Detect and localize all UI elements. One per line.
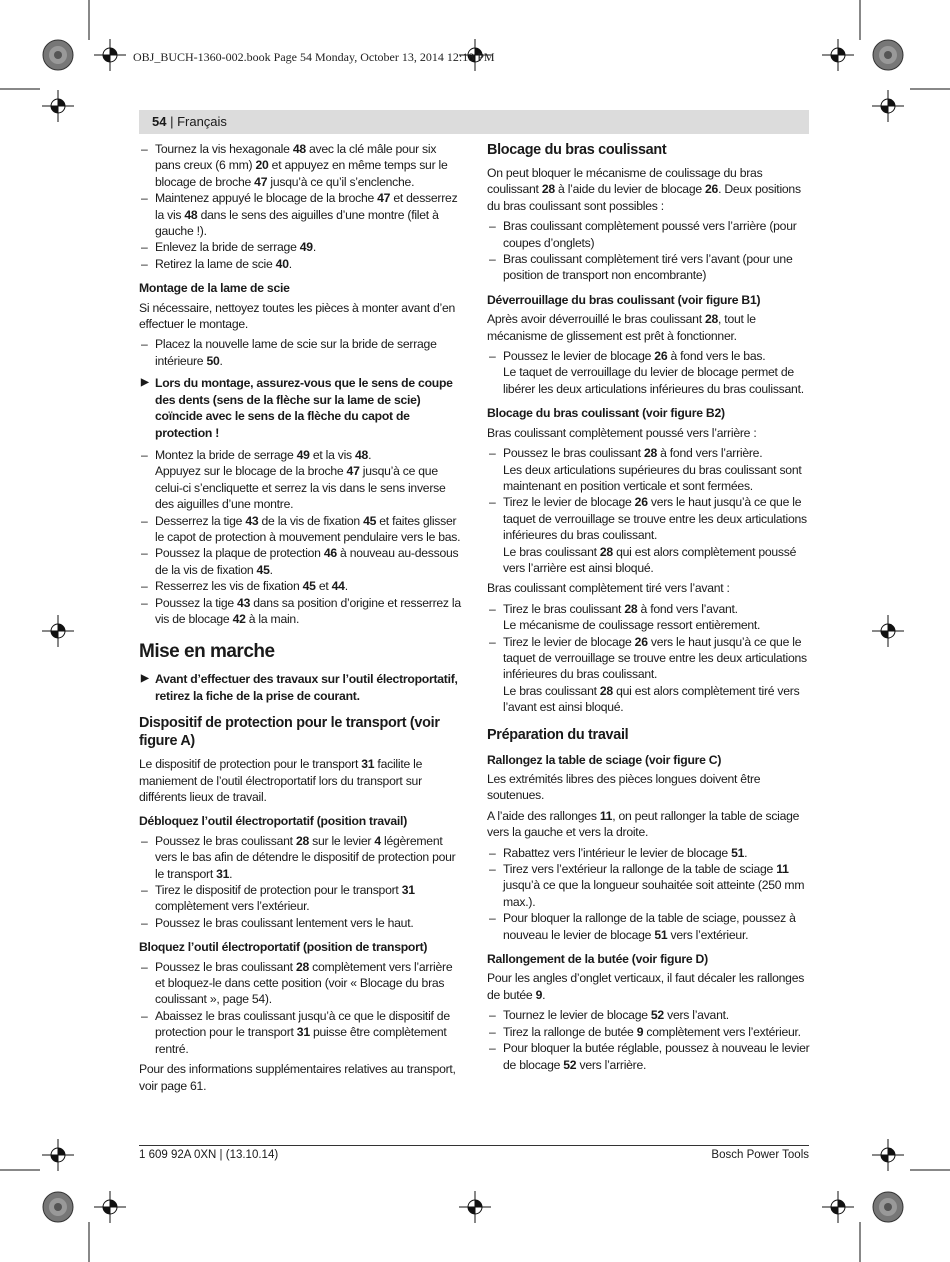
star-target-icon xyxy=(43,40,73,70)
text-run: à fond vers l’avant. xyxy=(637,601,738,616)
right-column xyxy=(487,141,812,1077)
instruction-list xyxy=(139,959,464,1057)
part-number: 45 xyxy=(256,562,270,577)
text-run: Tirez le levier de blocage xyxy=(503,634,635,649)
star-target-icon xyxy=(873,40,903,70)
part-number: 45 xyxy=(363,513,377,528)
text-run: Tirez le levier de blocage xyxy=(503,495,635,510)
part-number: 44 xyxy=(331,579,345,594)
crosshair-icon xyxy=(94,1191,126,1223)
part-number: 49 xyxy=(299,240,313,255)
part-number: 28 xyxy=(295,833,309,848)
text-run: et faites glisser le capot de protection à mouvement pendulaire vers le bas. xyxy=(155,513,461,544)
text-run: . xyxy=(229,866,233,881)
triangle-bullet-icon: ▶ xyxy=(141,673,149,685)
part-number: 45 xyxy=(302,579,316,594)
text-run: à nouveau au-dessous de la vis de fixation xyxy=(155,546,459,577)
part-number: 28 xyxy=(643,446,657,461)
dash-bullet-icon: – xyxy=(141,915,148,930)
part-number: 26 xyxy=(654,349,668,364)
part-number: 51 xyxy=(731,845,745,860)
part-number: 26 xyxy=(634,634,648,649)
list-item xyxy=(139,959,464,1008)
text-run: vers l’avant. xyxy=(663,1008,729,1023)
list-item xyxy=(139,833,464,882)
text-run: Tirez le bras coulissant xyxy=(503,601,625,616)
list-item xyxy=(487,1040,812,1073)
dash-bullet-icon: – xyxy=(141,337,148,352)
text-run: qui est alors complètement poussé vers l’arrière est ainsi bloqué. xyxy=(503,544,797,575)
list-item xyxy=(139,545,464,578)
list-item xyxy=(139,1008,464,1057)
safety-warning xyxy=(139,671,464,704)
part-number: 26 xyxy=(705,182,719,197)
dash-bullet-icon: – xyxy=(489,252,496,267)
list-item xyxy=(487,251,812,284)
text-run: , tout le mécanisme de glissement est prêt à fonctionner. xyxy=(487,312,756,343)
crosshair-icon xyxy=(42,1139,74,1171)
text-run: . xyxy=(368,447,372,462)
part-number: 47 xyxy=(346,464,360,479)
page-number: 54 xyxy=(152,114,167,129)
dash-bullet-icon: – xyxy=(489,349,496,364)
text-run: légèrement vers le bas afin de détendre le dispositif de protection pour le transport xyxy=(155,833,456,881)
list-item xyxy=(139,239,464,255)
dash-bullet-icon: – xyxy=(141,240,148,255)
text-run: Tirez vers l’extérieur la rallonge de la table de sciage xyxy=(503,862,777,877)
dash-bullet-icon: – xyxy=(141,833,148,848)
text-run: vers l’arrière. xyxy=(576,1057,647,1072)
star-target-icon xyxy=(43,1192,73,1222)
part-number: 52 xyxy=(563,1057,577,1072)
text-run: Si nécessaire, nettoyez toutes les pièces à monter avant d’en effectuer le montage. xyxy=(139,300,456,332)
text-run: qui est alors complètement tiré vers l’avant est ainsi bloqué. xyxy=(503,683,800,715)
text-run: à fond vers l’arrière. xyxy=(657,446,763,461)
text-run: Appuyez sur le blocage de la broche xyxy=(155,464,347,479)
part-number: 47 xyxy=(377,191,391,206)
dash-bullet-icon: – xyxy=(489,1041,496,1056)
section-title: Mise en marche xyxy=(139,641,275,663)
text-run: . xyxy=(312,240,316,255)
text-run: Poussez le levier de blocage xyxy=(503,349,655,364)
part-number: 48 xyxy=(184,207,198,222)
text-run: A l’aide des rallonges xyxy=(487,808,600,823)
instruction-list xyxy=(139,336,464,369)
section-heading: Préparation du travail xyxy=(487,726,629,743)
text-run: à fond vers le bas. xyxy=(667,349,766,364)
part-number: 9 xyxy=(535,987,543,1002)
text-run: Bras coulissant complètement poussé vers l’arrière (pour coupes d’onglets) xyxy=(503,219,797,250)
page-header-bar xyxy=(139,110,809,134)
text-run: Bras coulissant complètement tiré vers l’avant : xyxy=(487,581,730,596)
dash-bullet-icon: – xyxy=(489,845,496,860)
text-run: Resserrez les vis de fixation xyxy=(155,579,303,594)
text-run: Placez la nouvelle lame de scie sur la bride de serrage intérieure xyxy=(155,337,437,368)
subsection-heading: Bloquez l’outil électroportatif (position de transport) xyxy=(139,940,428,955)
text-run: et la vis xyxy=(309,447,356,462)
text-run: Le bras coulissant xyxy=(503,683,600,698)
star-target-icon xyxy=(873,1192,903,1222)
text-run: complètement vers l’extérieur. xyxy=(155,899,310,914)
part-number: 4 xyxy=(374,833,381,848)
text-run: jusqu’à ce qu’il s’enclenche. xyxy=(267,174,415,189)
text-run: Le mécanisme de coulissage ressort entièrement. xyxy=(503,618,761,633)
instruction-list xyxy=(139,833,464,931)
crosshair-icon xyxy=(459,1191,491,1223)
list-item xyxy=(487,445,812,494)
list-item xyxy=(487,1007,812,1023)
part-number: 20 xyxy=(255,158,269,173)
part-number: 31 xyxy=(401,883,415,898)
dash-bullet-icon: – xyxy=(489,634,496,649)
instruction-list xyxy=(139,141,464,272)
section-heading: Blocage du bras coulissant xyxy=(487,142,667,158)
text-run: Poussez la tige xyxy=(155,595,238,610)
page-header xyxy=(152,114,227,129)
crosshair-icon xyxy=(42,90,74,122)
footer-doc-number: 1 609 92A 0XN | (13.10.14) xyxy=(139,1149,279,1161)
text-run: Les deux articulations supérieures du bras coulissant sont maintenant en position verticale et sont fermées. xyxy=(503,462,802,493)
text-run: jusqu’à ce que la longueur souhaitée soit atteinte (250 mm max.). xyxy=(503,878,805,909)
list-item xyxy=(487,218,812,251)
text-run: Tournez le levier de blocage xyxy=(503,1008,651,1023)
part-number: 43 xyxy=(237,595,251,610)
list-item xyxy=(487,1024,812,1040)
paragraph xyxy=(139,1061,464,1094)
section-heading: Dispositif de protection pour le transport (voir figure A) xyxy=(139,715,440,750)
instruction-list xyxy=(487,845,812,943)
dash-bullet-icon: – xyxy=(141,142,148,156)
list-item xyxy=(139,336,464,369)
text-run: Pour bloquer la butée réglable, poussez à nouveau le levier de blocage xyxy=(503,1041,810,1072)
list-item xyxy=(139,141,464,190)
text-run: vers le haut jusqu’à ce que le taquet de verrouillage se trouve entre les deux articulations inférieures du bras coulissant. xyxy=(503,634,807,682)
subsection-heading: Blocage du bras coulissant (voir figure B2) xyxy=(487,406,725,421)
paragraph xyxy=(487,311,812,344)
subsection-heading: Débloquez l’outil électroportatif (position travail) xyxy=(139,814,408,829)
list-item xyxy=(487,634,812,716)
text-run: . xyxy=(344,579,348,594)
part-number: 28 xyxy=(704,312,719,327)
text-run: Le taquet de verrouillage du levier de blocage permet de libérer les deux articulations inférieures du bras coulissant. xyxy=(503,365,804,396)
warning-text: Avant d’effectuer des travaux sur l’outil électroportatif, retirez la fiche de la prise de courant. xyxy=(155,672,458,703)
paragraph xyxy=(487,771,812,804)
text-run: Poussez la plaque de protection xyxy=(155,546,324,561)
text-run: Poussez le bras coulissant xyxy=(155,833,296,848)
text-run: . xyxy=(288,256,292,271)
paragraph xyxy=(139,756,464,805)
part-number: 51 xyxy=(654,927,668,942)
dash-bullet-icon: – xyxy=(489,1008,496,1023)
text-run: On peut bloquer le mécanisme de coulissage du bras coulissant xyxy=(487,166,763,197)
text-run: Poussez le bras coulissant xyxy=(155,959,296,974)
list-item xyxy=(487,601,812,634)
part-number: 31 xyxy=(361,757,375,772)
text-run: avec la clé mâle pour six pans creux (6 mm) xyxy=(155,142,437,173)
part-number: 43 xyxy=(245,513,259,528)
dash-bullet-icon: – xyxy=(489,495,496,510)
text-run: Montez la bride de serrage xyxy=(155,447,297,462)
text-run: de la vis de fixation xyxy=(258,513,364,528)
text-run: . xyxy=(542,987,546,1002)
part-number: 28 xyxy=(599,544,613,559)
text-run: Après avoir déverrouillé le bras coulissant xyxy=(487,312,705,327)
crosshair-icon xyxy=(872,1139,904,1171)
part-number: 47 xyxy=(254,174,268,189)
dash-bullet-icon: – xyxy=(141,883,148,898)
dash-bullet-icon: – xyxy=(141,579,148,594)
subsection-heading: Rallongez la table de sciage (voir figure C) xyxy=(487,752,722,767)
list-item xyxy=(487,845,812,861)
text-run: . xyxy=(219,353,223,368)
part-number: 46 xyxy=(323,546,337,561)
dash-bullet-icon: – xyxy=(489,1024,496,1039)
list-item xyxy=(139,513,464,546)
crosshair-icon xyxy=(94,39,126,71)
text-run: Rabattez vers l’intérieur le levier de blocage xyxy=(503,845,732,860)
paragraph xyxy=(487,580,812,596)
dash-bullet-icon: – xyxy=(489,601,496,616)
paragraph xyxy=(487,970,812,1003)
dash-bullet-icon: – xyxy=(489,862,496,877)
text-run: complètement vers l’arrière et bloquez-le dans cette position (voir « Blocage du bras coulissant », page 54). xyxy=(155,959,453,1007)
text-run: Tournez la vis hexagonale xyxy=(155,142,293,156)
list-item xyxy=(139,190,464,239)
list-item xyxy=(139,915,464,931)
part-number: 42 xyxy=(232,611,246,626)
part-number: 28 xyxy=(295,959,309,974)
instruction-list xyxy=(139,447,464,627)
instruction-list xyxy=(487,601,812,716)
text-run: vers le haut jusqu’à ce que le taquet de verrouillage se trouve entre les deux articulations inférieures du bras coulissant. xyxy=(503,495,807,543)
dash-bullet-icon: – xyxy=(489,911,496,926)
instruction-list xyxy=(487,1007,812,1073)
part-number: 28 xyxy=(624,601,638,616)
part-number: 49 xyxy=(296,447,310,462)
subsection-heading: Montage de la lame de scie xyxy=(139,281,290,296)
text-run: et appuyez en même temps sur le blocage de broche xyxy=(155,158,448,189)
crosshair-icon xyxy=(822,39,854,71)
text-run: et xyxy=(315,579,332,594)
dash-bullet-icon: – xyxy=(141,1008,148,1023)
subsection-heading: Rallongement de la butée (voir figure D) xyxy=(487,952,708,967)
warning-text: Lors du montage, assurez-vous que le sens de coupe des dents (sens de la flèche sur la lame de scie) coïncide avec le sens de la flèche du capot de protection ! xyxy=(155,376,453,440)
list-item xyxy=(139,447,464,513)
dash-bullet-icon: – xyxy=(141,191,148,206)
part-number: 28 xyxy=(541,182,555,197)
text-run: Le dispositif de protection pour le transport xyxy=(139,757,362,772)
dash-bullet-icon: – xyxy=(141,256,148,271)
text-run: Tirez la rallonge de butée xyxy=(503,1024,637,1039)
text-run: Bras coulissant complètement tiré vers l’avant (pour une position de transport non encombrante) xyxy=(503,252,793,283)
subsection-heading: Déverrouillage du bras coulissant (voir figure B1) xyxy=(487,292,761,307)
part-number: 48 xyxy=(292,142,306,156)
part-number: 9 xyxy=(636,1024,644,1039)
header-language: Français xyxy=(177,114,227,129)
instruction-list xyxy=(487,218,812,284)
text-run: Maintenez appuyé le blocage de la broche xyxy=(155,191,378,206)
text-run: Abaissez le bras coulissant jusqu’à ce que le dispositif de protection pour le transport xyxy=(155,1008,450,1040)
instruction-list xyxy=(487,445,812,576)
dash-bullet-icon: – xyxy=(489,219,496,234)
text-run: facilite le maniement de l’outil électroportatif lors du transport sur différents lieux de travail. xyxy=(139,757,423,804)
part-number: 11 xyxy=(599,808,613,823)
text-run: Enlevez la bride de serrage xyxy=(155,240,300,255)
dash-bullet-icon: – xyxy=(141,447,148,462)
text-run: dans le sens des aiguilles d’une montre (filet à gauche !). xyxy=(155,207,439,239)
text-run: vers l’extérieur. xyxy=(667,927,749,942)
footer-rule xyxy=(139,1145,809,1146)
dash-bullet-icon: – xyxy=(141,546,148,561)
paragraph xyxy=(487,808,812,841)
text-run: jusqu’à ce que celui-ci s’encliquette et serrez la vis dans le sens inverse des aiguilles d’une montre. xyxy=(155,464,446,512)
left-column xyxy=(139,141,464,1098)
text-run: , on peut rallonger la table de sciage vers la gauche et vers la droite. xyxy=(487,808,800,840)
dash-bullet-icon: – xyxy=(489,446,496,461)
text-run: complètement vers l’extérieur. xyxy=(643,1024,801,1039)
text-run: à la main. xyxy=(245,611,300,626)
part-number: 48 xyxy=(355,447,369,462)
print-header: OBJ_BUCH-1360-002.book Page 54 Monday, October 13, 2014 12:18 PM xyxy=(133,50,495,64)
part-number: 28 xyxy=(599,683,613,698)
list-item xyxy=(487,348,812,397)
dash-bullet-icon: – xyxy=(141,595,148,610)
crosshair-icon xyxy=(872,90,904,122)
text-run: Pour des informations supplémentaires relatives au transport, voir page 61. xyxy=(139,1062,456,1093)
part-number: 50 xyxy=(206,353,220,368)
part-number: 26 xyxy=(634,495,648,510)
crosshair-icon xyxy=(822,1191,854,1223)
text-run: dans sa position d’origine et resserrez la vis de blocage xyxy=(155,595,461,626)
list-item xyxy=(139,578,464,594)
text-run: puisse être complètement rentré. xyxy=(155,1025,447,1056)
triangle-bullet-icon: ▶ xyxy=(141,377,149,389)
list-item xyxy=(139,882,464,915)
header-separator: | xyxy=(166,114,178,129)
part-number: 52 xyxy=(650,1008,664,1023)
part-number: 11 xyxy=(776,862,789,877)
text-run: Desserrez la tige xyxy=(155,513,246,528)
part-number: 31 xyxy=(216,866,230,881)
crosshair-icon xyxy=(42,615,74,647)
text-run: et desserrez la vis xyxy=(155,191,458,222)
dash-bullet-icon: – xyxy=(141,959,148,974)
list-item xyxy=(487,861,812,910)
text-run: Bras coulissant complètement poussé vers l’arrière : xyxy=(487,425,757,440)
crosshair-icon xyxy=(872,615,904,647)
text-run: . xyxy=(269,562,273,577)
dash-bullet-icon: – xyxy=(141,513,148,528)
text-run: Le bras coulissant xyxy=(503,544,600,559)
text-run: Poussez le bras coulissant lentement vers le haut. xyxy=(155,915,414,930)
text-run: Pour bloquer la rallonge de la table de sciage, poussez à nouveau le levier de blocage xyxy=(503,911,796,942)
footer-brand: Bosch Power Tools xyxy=(711,1149,809,1161)
text-run: Tirez le dispositif de protection pour le transport xyxy=(155,883,402,898)
text-run: . xyxy=(744,845,748,860)
list-item xyxy=(487,494,812,576)
part-number: 40 xyxy=(275,256,289,271)
text-run: . Deux positions du bras coulissant sont possibles : xyxy=(487,182,801,213)
instruction-list xyxy=(487,348,812,397)
text-run: à l’aide du levier de blocage xyxy=(554,182,706,197)
text-run: Pour les angles d’onglet verticaux, il faut décaler les rallonges de butée xyxy=(487,971,805,1002)
text-run: Les extrémités libres des pièces longues doivent être soutenues. xyxy=(487,772,761,803)
part-number: 31 xyxy=(296,1025,310,1040)
list-item xyxy=(487,910,812,943)
paragraph xyxy=(139,300,464,333)
text-run: sur le levier xyxy=(309,833,375,848)
list-item xyxy=(139,595,464,628)
paragraph xyxy=(487,165,812,214)
paragraph xyxy=(487,425,812,441)
list-item xyxy=(139,256,464,272)
safety-warning xyxy=(139,375,464,441)
text-run: Retirez la lame de scie xyxy=(155,256,276,271)
text-run: Poussez le bras coulissant xyxy=(503,446,644,461)
